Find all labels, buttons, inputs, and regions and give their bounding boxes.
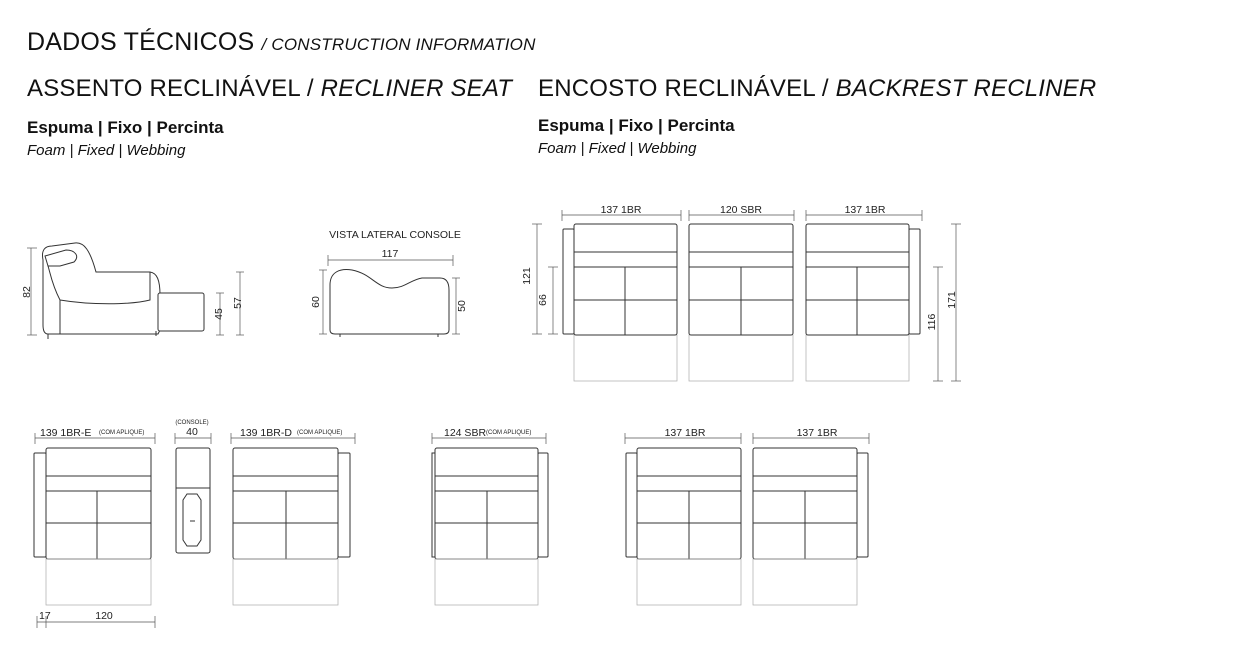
side-seat-height-label: 45 [213, 308, 225, 320]
bottom-left-module-label: 139 1BR-E [40, 427, 92, 439]
top-module-3-label: 137 1BR [844, 204, 886, 216]
console-side-view [310, 229, 468, 337]
bottom-left-note: (COM APLIQUE) [99, 430, 145, 436]
sbr-module-label: 124 SBR [444, 427, 487, 439]
top-reclined-total-label: 171 [946, 291, 958, 309]
side-height-label: 82 [21, 286, 33, 298]
console-note: (CONSOLE) [175, 420, 209, 426]
pair-module-2-label: 137 1BR [796, 427, 838, 439]
arm-width-label: 17 [39, 610, 51, 622]
top-sofa-set [521, 204, 961, 381]
backrest-title-pt: ENCOSTO RECLINÁVEL / [538, 75, 829, 102]
backrest-materials-en: Foam | Fixed | Webbing [538, 140, 697, 157]
bottom-set-1 [34, 420, 355, 628]
seat-title-en: RECLINER SEAT [320, 75, 513, 102]
console-view-label: VISTA LATERAL CONSOLE [329, 229, 461, 241]
top-total-height-label: 121 [521, 267, 533, 285]
side-view-recliner [21, 243, 244, 339]
console-left-height-label: 60 [310, 296, 322, 308]
bottom-set-3 [625, 427, 869, 605]
console-right-height-label: 50 [456, 300, 468, 312]
seat-width-label: 120 [95, 610, 113, 622]
top-back-height-label: 66 [537, 294, 549, 306]
top-module-1-label: 137 1BR [600, 204, 642, 216]
seat-materials-en: Foam | Fixed | Webbing [27, 142, 186, 159]
bottom-right-module-label: 139 1BR-D [240, 427, 292, 439]
pair-module-1-label: 137 1BR [664, 427, 706, 439]
seat-materials: Espuma | Fixo | Percinta [27, 118, 224, 137]
sbr-note: (COM APLIQUE) [486, 430, 532, 436]
title-pt: DADOS TÉCNICOS [27, 28, 255, 56]
top-reclined-height-label: 116 [926, 313, 938, 331]
seat-title-pt: ASSENTO RECLINÁVEL / [27, 75, 314, 102]
side-arm-height-label: 57 [232, 297, 244, 309]
console-width-label: 117 [381, 248, 399, 260]
title-en: / CONSTRUCTION INFORMATION [261, 35, 536, 54]
bottom-set-2 [432, 427, 548, 605]
bottom-right-note: (COM APLIQUE) [297, 430, 343, 436]
top-module-2-label: 120 SBR [719, 204, 763, 216]
console-width-top-label: 40 [186, 426, 198, 438]
backrest-materials: Espuma | Fixo | Percinta [538, 116, 735, 135]
backrest-title-en: BACKREST RECLINER [835, 75, 1097, 102]
